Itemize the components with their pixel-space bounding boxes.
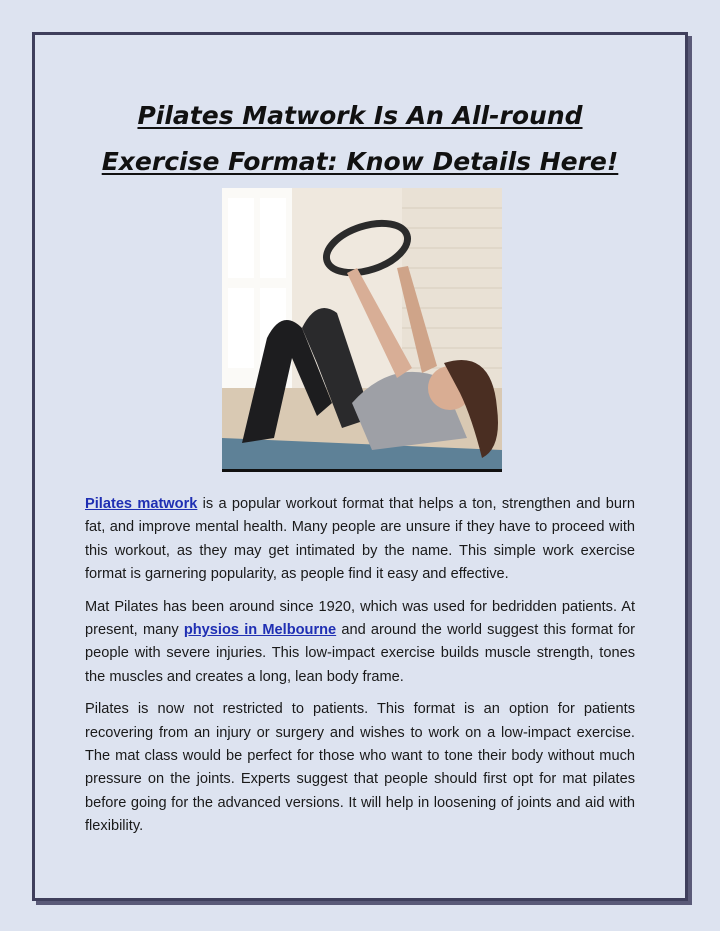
article-body <box>85 493 635 848</box>
title-line-2: Exercise Format: Know Details Here! <box>101 147 619 176</box>
physios-melbourne-link[interactable]: physios in Melbourne <box>183 622 337 639</box>
title-line-1: Pilates Matwork Is An All-round <box>137 101 583 130</box>
paragraph-1 <box>85 493 635 587</box>
pilates-matwork-link[interactable]: Pilates matwork <box>85 496 198 512</box>
pilates-photo-illustration <box>222 188 502 472</box>
paragraph-2-text-after: and around the world suggest this format for people with severe injuries. This low-impact exercise builds muscle strength, tones the muscles and creates a long, lean body frame. <box>85 622 636 685</box>
paragraph-1-text: is a popular workout format that helps a ton, strengthen and burn fat, and improve mental health. Many people are unsure if they have to proceed with this workout, as they may get intimated by the name. This simple work exercise format is garnering popularity, as people find it easy and effective. <box>85 496 635 583</box>
paragraph-2-text-before: Mat Pilates has been around since 1920, which was used for bedridden patients. At present, many <box>85 598 635 639</box>
page-title <box>75 93 645 185</box>
paragraph-3: Pilates is now not restricted to patients. This format is an option for patients recovering from an injury or surgery and wishes to work on a low-impact exercise. The mat class would be perfect for those who want to tone their body without much pressure on the joints. Experts suggest that people should first opt for mat pilates before going for the advanced versions. It will help in loosening of joints and aid with flexibility. <box>85 701 635 835</box>
hero-image <box>222 188 502 472</box>
paragraph-2 <box>85 596 635 690</box>
page-frame <box>32 32 688 901</box>
